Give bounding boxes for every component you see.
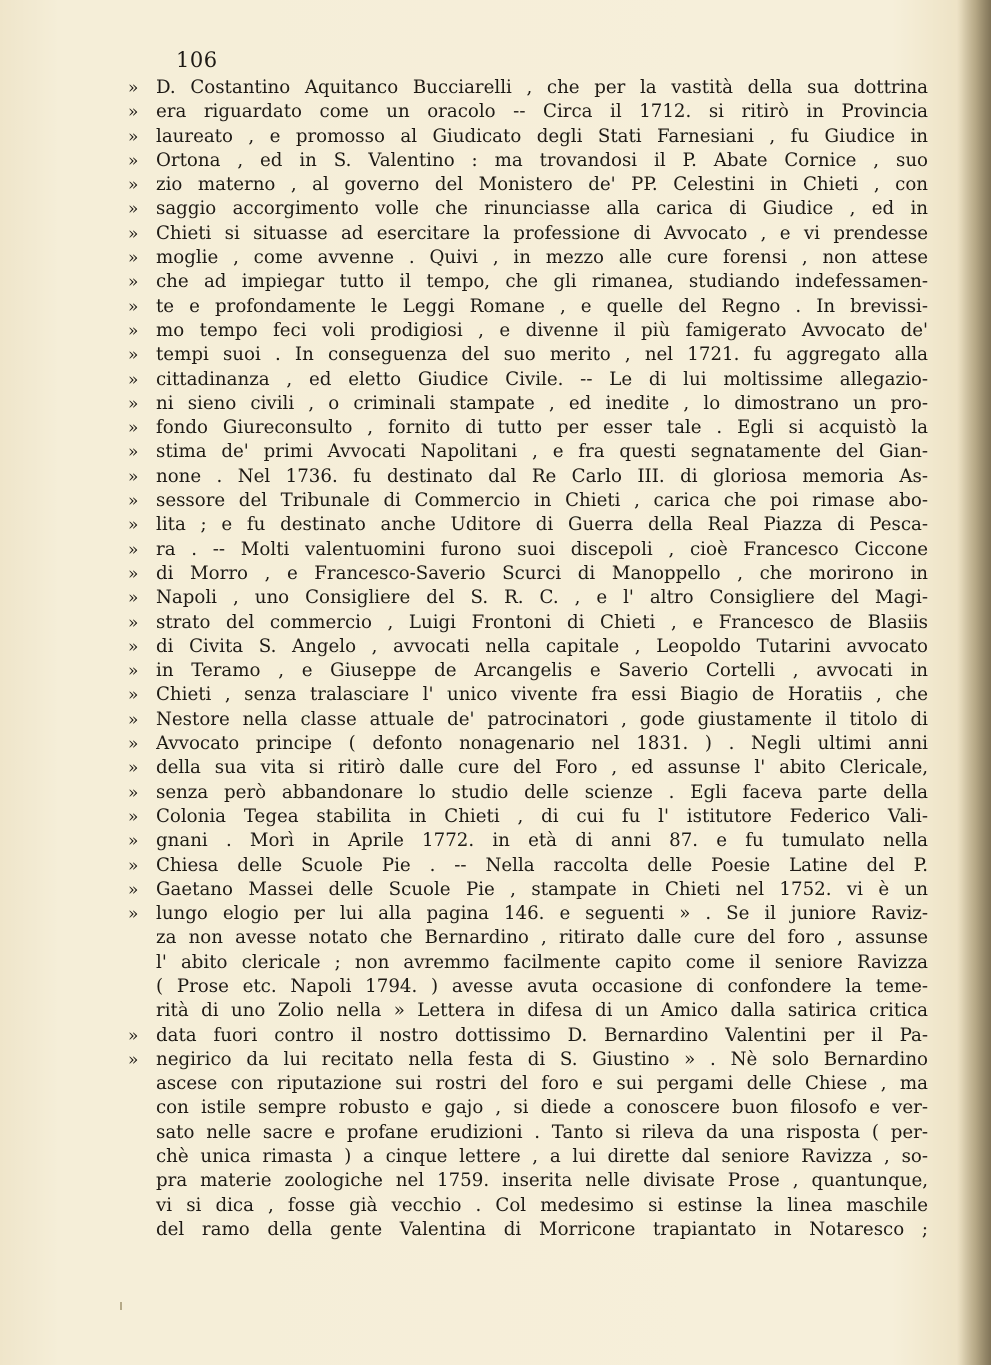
line-text: sessore del Tribunale di Commercio in Chieti , carica che poi rimase abo- [156,490,928,512]
line-text: che ad impiegar tutto il tempo, che gli rimanea, studiando indefessamen- [156,271,928,293]
quote-mark: » [128,102,139,123]
quote-mark: » [128,491,139,512]
quote-mark: » [128,199,139,220]
quote-mark: » [128,563,139,584]
text-line [128,878,928,902]
text-line [128,951,928,975]
text-line [128,416,928,440]
text-line [128,756,928,780]
quote-mark: » [128,223,139,244]
line-text: rità di uno Zolio nella » Lettera in difesa di un Amico dalla satirica critica [156,1000,928,1022]
quote-mark: » [128,442,139,463]
text-line [128,1024,928,1048]
line-text: Gaetano Massei delle Scuole Pie , stampate in Chieti nel 1752. vi è un [156,878,928,900]
text-line [128,149,928,173]
text-line [128,611,928,635]
text-line [128,489,928,513]
text-line [128,1121,928,1145]
quote-mark: » [128,782,139,803]
quote-mark: » [128,831,139,852]
text-line [128,173,928,197]
text-line [128,440,928,464]
line-text: ra . -- Molti valentuomini furono suoi discepoli , cioè Francesco Ciccone [156,538,928,560]
line-text: tempi suoi . In conseguenza del suo merito , nel 1721. fu aggregato alla [156,344,928,366]
line-text: del ramo della gente Valentina di Morricone trapiantato in Notaresco ; [156,1218,928,1240]
line-text: negirico da lui recitato nella festa di S. Giustino » . Nè solo Bernardino [156,1048,928,1070]
text-line [128,368,928,392]
line-text: strato del commercio , Luigi Frontoni di Chieti , e Francesco de Blasiis [156,611,928,633]
text-line [128,76,928,100]
line-text: zio materno , al governo del Monistero de' PP. Celestini in Chieti , con [156,174,928,196]
line-text: lungo elogio per lui alla pagina 146. e seguenti » . Se il juniore Raviz- [156,903,928,925]
text-line [128,246,928,270]
line-text: di Civita S. Angelo , avvocati nella capitale , Leopoldo Tutarini avvocato [156,635,928,657]
quote-mark: » [128,1049,139,1070]
text-line [128,465,928,489]
quote-mark: » [128,345,139,366]
page-gutter-shadow [957,0,991,1365]
text-line [128,708,928,732]
line-text: sato nelle sacre e profane erudizioni . Tanto si rileva da una risposta ( per- [156,1121,928,1143]
quote-mark: » [128,709,139,730]
line-text: chè unica rimasta ) a cinque lettere , a lui dirette dal seniore Ravizza , so- [156,1146,928,1168]
line-text: vi si dica , fosse già vecchio . Col medesimo si estinse la linea maschile [156,1194,928,1216]
page-number: 106 [176,48,218,72]
text-line [128,222,928,246]
line-text: Avvocato principe ( defonto nonagenario nel 1831. ) . Negli ultimi anni [156,733,928,755]
line-text: Chiesa delle Scuole Pie . -- Nella raccolta delle Poesie Latine del P. [156,854,928,876]
line-text: Ortona , ed in S. Valentino : ma trovandosi il P. Abate Cornice , suo [156,149,928,171]
text-line [128,562,928,586]
quote-mark: » [128,855,139,876]
quote-mark: » [128,806,139,827]
quote-mark: » [128,1025,139,1046]
text-line [128,854,928,878]
text-line [128,829,928,853]
text-line [128,1194,928,1218]
quote-mark: » [128,296,139,317]
line-text: te e profondamente le Leggi Romane , e quelle del Regno . In brevissi- [156,295,928,317]
quote-mark: » [128,734,139,755]
text-line [128,1096,928,1120]
body-text [128,76,928,1242]
line-text: Nestore nella classe attuale de' patrocinatori , gode giustamente il titolo di [156,708,928,730]
quote-mark: » [128,393,139,414]
quote-mark: » [128,369,139,390]
text-line [128,781,928,805]
line-text: none . Nel 1736. fu destinato dal Re Carlo III. di gloriosa memoria As- [156,465,928,487]
quote-mark: » [128,418,139,439]
line-text: ni sieno civili , o criminali stampate , ed inedite , lo dimostrano un pro- [156,392,928,414]
text-line [128,513,928,537]
text-line [128,125,928,149]
line-text: mo tempo feci voli prodigiosi , e divenne il più famigerato Avvocato de' [156,319,928,341]
line-text: D. Costantino Aquitanco Bucciarelli , che per la vastità della sua dottrina [156,77,928,98]
line-text: Napoli , uno Consigliere del S. R. C. , e l' altro Consigliere del Magi- [156,587,928,609]
line-text: con istile sempre robusto e gajo , si diede a conoscere buon filosofo e ver- [156,1097,928,1119]
text-line [128,100,928,124]
text-line [128,270,928,294]
quote-mark: » [128,248,139,269]
line-text: ( Prose etc. Napoli 1794. ) avesse avuta occasione di confondere la teme- [156,975,928,997]
line-text: l' abito clericale ; non avremmo facilmente capito come il seniore Ravizza [156,951,928,973]
line-text: moglie , come avvenne . Quivi , in mezzo alle cure forensi , non attese [156,247,928,269]
quote-mark: » [128,466,139,487]
quote-mark: » [128,272,139,293]
text-line [128,538,928,562]
line-text: pra materie zoologiche nel 1759. inserita nelle divisate Prose , quantunque, [156,1170,928,1192]
line-text: senza però abbandonare lo studio delle scienze . Egli faceva parte della [156,781,928,803]
text-line [128,1145,928,1169]
line-text: za non avesse notato che Bernardino , ritirato dalle cure del foro , assunse [156,927,928,949]
line-text: Chieti , senza tralasciare l' unico vivente fra essi Biagio de Horatiis , che [156,684,928,706]
text-line [128,805,928,829]
line-text: Chieti si situasse ad esercitare la professione di Avvocato , e vi prendesse [156,222,928,244]
quote-mark: » [128,126,139,147]
line-text: fondo Giureconsulto , fornito di tutto per esser tale . Egli si acquistò la [156,417,928,439]
text-line [128,392,928,416]
quote-mark: » [128,150,139,171]
line-text: di Morro , e Francesco-Saverio Scurci di Manoppello , che morirono in [156,562,928,584]
line-text: ascese con riputazione sui rostri del foro e sui pergami delle Chiese , ma [156,1073,928,1095]
text-line [128,586,928,610]
quote-mark: » [128,175,139,196]
paper-speck [120,1302,122,1310]
line-text: laureato , e promosso al Giudicato degli Stati Farnesiani , fu Giudice in [156,125,928,147]
line-text: data fuori contro il nostro dottissimo D. Bernardino Valentini per il Pa- [156,1024,928,1046]
text-line [128,319,928,343]
text-line [128,1169,928,1193]
line-text: saggio accorgimento volle che rinunciasse alla carica di Giudice , ed in [156,198,928,220]
line-text: cittadinanza , ed eletto Giudice Civile. -- Le di lui moltissime allegazio- [156,368,928,390]
text-line [128,1072,928,1096]
quote-mark: » [128,539,139,560]
text-line [128,295,928,319]
text-line [128,635,928,659]
quote-mark: » [128,636,139,657]
line-text: gnani . Morì in Aprile 1772. in età di anni 87. e fu tumulato nella [156,830,928,852]
text-line [128,999,928,1023]
quote-mark: » [128,320,139,341]
line-text: della sua vita si ritirò dalle cure del Foro , ed assunse l' abito Clericale, [156,757,928,779]
quote-mark: » [128,904,139,925]
text-line [128,343,928,367]
quote-mark: » [128,515,139,536]
quote-mark: » [128,685,139,706]
line-text: era riguardato come un oracolo -- Circa il 1712. si ritirò in Provincia [156,101,928,123]
text-line [128,197,928,221]
quote-mark: » [128,879,139,900]
text-line [128,732,928,756]
text-line [128,1218,928,1242]
text-line [128,683,928,707]
line-text: lita ; e fu destinato anche Uditore di Guerra della Real Piazza di Pesca- [156,514,928,536]
line-text: in Teramo , e Giuseppe de Arcangelis e Saverio Cortelli , avvocati in [156,660,928,682]
quote-mark: » [128,588,139,609]
quote-mark: » [128,661,139,682]
text-line [128,902,928,926]
text-line [128,1048,928,1072]
quote-mark: » [128,758,139,779]
quote-mark: » [128,78,139,98]
text-line [128,926,928,950]
quote-mark: » [128,612,139,633]
text-line [128,975,928,999]
text-line [128,659,928,683]
line-text: stima de' primi Avvocati Napolitani , e fra questi segnatamente del Gian- [156,441,928,463]
line-text: Colonia Tegea stabilita in Chieti , di cui fu l' istitutore Federico Vali- [156,805,928,827]
